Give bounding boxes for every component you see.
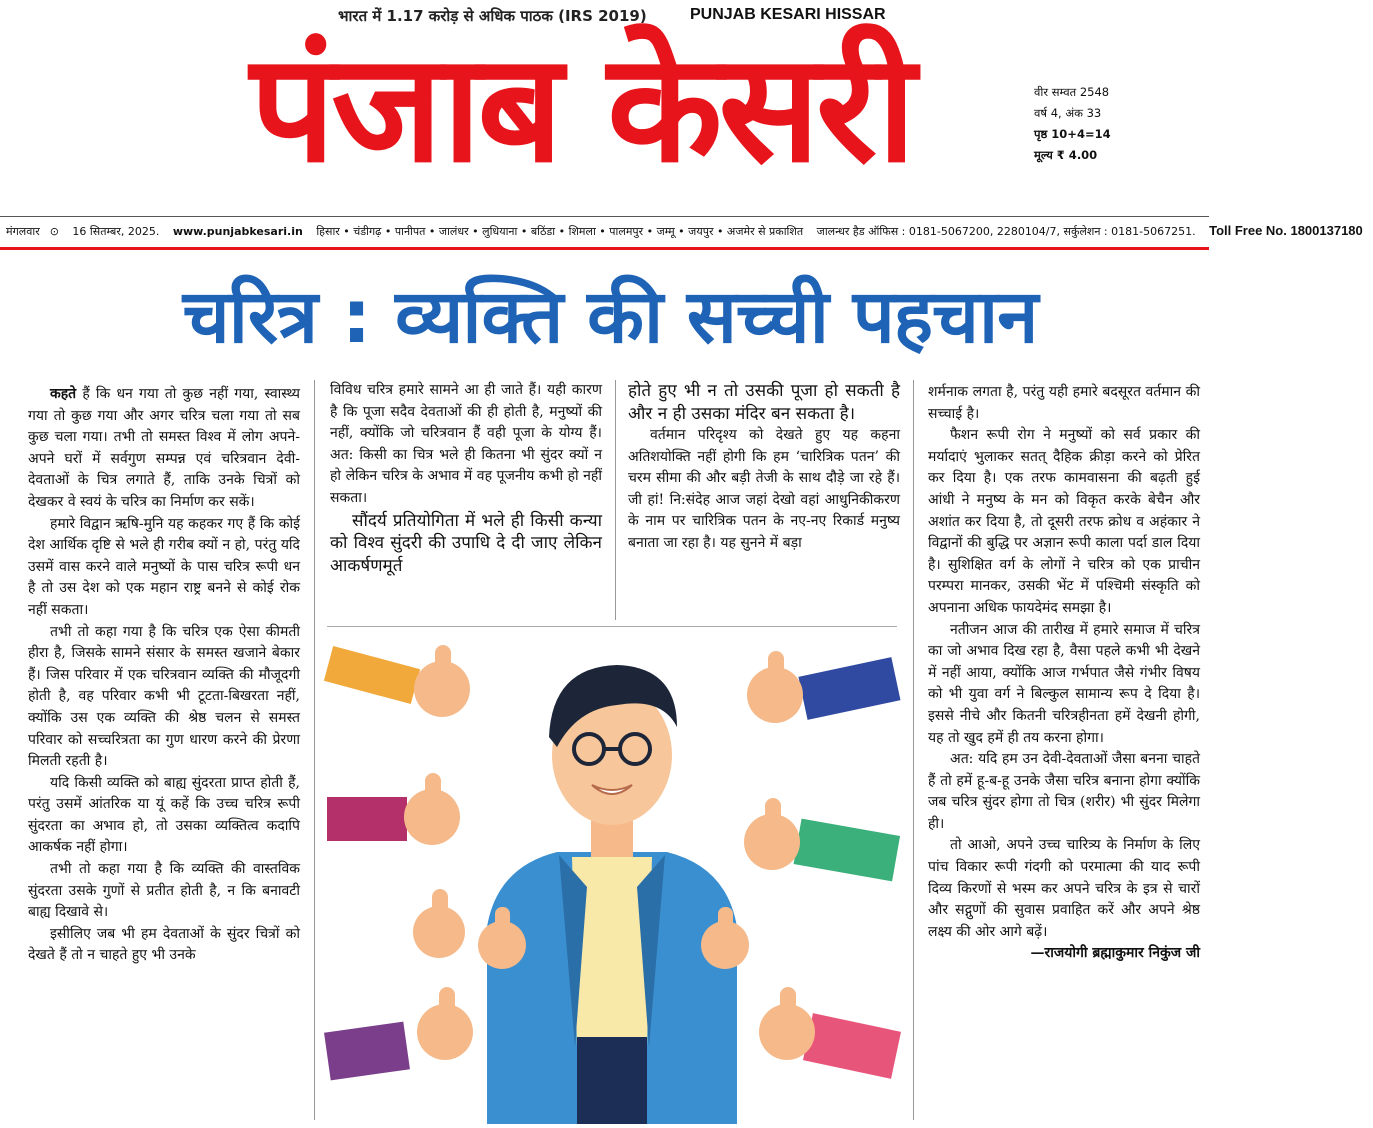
byline: —राजयोगी ब्रह्माकुमार निकुंज जी — [1030, 945, 1200, 962]
paragraph: नतीजन आज की तारीख में हमारे समाज में चरित्र का जो अभाव दिख रहा है, वैसा पहले कभी भी देखने में नहीं आया, क्योंकि आज गर्भपात जैसे गंभीर विषय को भी युवा वर्ग ने बिल्कुल सामान्य रूप दे दिया है। इससे नीचे और कितनी चरित्रहीनता हमें देखनी होगी, यह तो खुद हमें ही तय करना होगा। — [928, 621, 1200, 746]
price: मूल्य ₹ 4.00 — [1034, 148, 1098, 162]
paragraph: विविध चरित्र हमारे सामने आ ही जाते हैं। यही कारण है कि पूजा सदैव देवताओं की ही होती है, मनुष्यों की नहीं, क्योंकि जो चरित्रवान हैं वही पूजा के योग्य हैं। अत: किसी का चित्र भले ही कितना भी सुंदर क्यों न हो लेकिन चरित्र के अभाव में वह पूजनीय कभी हो नहीं सकता। — [330, 382, 602, 506]
dateline-bar — [0, 216, 1363, 250]
lead-word: कहते — [50, 386, 77, 402]
paragraph: सौंदर्य प्रतियोगिता में भले ही किसी कन्या को विश्व सुंदरी की उपाधि दे दी जाए लेकिन आकर्षणमूर्त — [330, 510, 602, 576]
thumbs-up-illustration — [327, 626, 897, 1124]
issue-number: वर्ष 4, अंक 33 — [1034, 106, 1102, 120]
paragraph: तभी तो कहा गया है कि चरित्र एक ऐसा कीमती हीरा है, जिसके सामने संसार के समस्त खजाने बेकार हैं। जिस परिवार में एक चरित्रवान व्यक्ति की मौजूदगी होती है, वह परिवार कभी भी टूटता-बिखरता नहीं, क्योंकि उस एक व्यक्ति की श्रेष्ठ चलन से समस्त परिवार को सच्चरित्रता का गुण धारण करने की प्रेरणा मिलती रहती है। — [28, 623, 300, 770]
newspaper-logo: पंजाब केसरी — [250, 22, 913, 196]
website-link[interactable]: www.punjabkesari.in — [172, 225, 303, 238]
date-text: 16 सितम्बर, 2025. — [72, 225, 160, 238]
article-column-1 — [28, 384, 300, 967]
smiling-man-figure — [478, 665, 749, 1124]
column-divider — [314, 380, 315, 1120]
paragraph: हमारे विद्वान ऋषि-मुनि यह कहकर गए हैं कि कोई देश आर्थिक दृष्टि से भले ही गरीब क्यों न हो, परंतु यदि उसमें वास करने वाले मनुष्यों के पास चरित्र रूपी धन है तो उस देश को एक महान राष्ट्र बनने से कोई रोक नहीं सकता। — [28, 515, 300, 618]
clock-icon: ⊙ — [49, 225, 59, 238]
paragraph: वर्तमान परिदृश्य को देखते हुए यह कहना अतिशयोक्ति नहीं होगी कि हम ‘चारित्रिक पतन’ की चरम सीमा की और बड़ी तेजी के साथ दौड़े जा रहे हैं। जी हां! नि:संदेह आज जहां देखो वहां आधुनिकीकरण के नाम पर चारित्रिक पतन के नए-नए रिकार्ड मनुष्य बनाता जा रहा है। यह सुनने में बड़ा — [628, 427, 900, 551]
paragraph: तो आओ, अपने उच्च चारित्र्य के निर्माण के लिए पांच विकार रूपी गंदगी को परमात्मा की याद रूपी दिव्य किरणों से भस्म कर अपने चरित्र के इत्र से चारों और सद्गुणों की सुवास प्रवाहित करें और अपने श्रेष्ठ लक्ष्य की ओर आगे बढ़ें। — [928, 837, 1200, 940]
paragraph: तभी तो कहा गया है कि व्यक्ति की वास्तविक सुंदरता उसके गुणों से प्रतीत होती है, न कि बनावटी बाह्य दिखावे से। — [28, 861, 300, 921]
article-column-3 — [628, 380, 900, 555]
thumbs-up-hand-right-1 — [747, 651, 900, 723]
column-divider — [913, 380, 914, 1120]
thumbs-up-hand-left-2 — [327, 773, 460, 845]
toll-free-number: Toll Free No. 1800137180 — [1209, 223, 1363, 238]
cities-text: हिसार • चंडीगढ़ • पानीपत • जालंधर • लुधियाना • बठिंडा • शिमला • पालमपुर • जम्मू • जयपुर • अजमेर से प्रकाशित — [316, 225, 804, 238]
paragraph: अत: यदि हम उन देवी-देवताओं जैसा बनना चाहते हैं तो हमें हू-ब-हू उनके जैसा चरित्र बनाना होगा क्योंकि जब चरित्र सुंदर होगा तो चित्र (शरीर) भी सुंदर मिलेगा ही। — [928, 751, 1200, 832]
paragraph: फैशन रूपी रोग ने मनुष्यों को सर्व प्रकार की मर्यादाएं भुलाकर सतत् दैहिक क्रीड़ा करने को प्रेरित कर दिया है। एक तरफ कामवासना की बढ़ती हुई आंधी ने मनुष्य के मन को विकृत करके बेचैन और अशांत कर दिया है, तो दूसरी तरफ क्रोध व अहंकार ने विद्वानों की बुद्धि पर अज्ञान रूपी काला पर्दा डाल दिया है। सुशिक्षित वर्ग के लोगों ने चरित्र को एक प्राचीन परम्परा मानकर, उसकी भेंट में पश्चिमी संस्कृति को अपनाना अधिक फायदेमंद समझा है। — [928, 427, 1200, 616]
illustration-svg — [327, 627, 897, 1124]
article-column-2 — [330, 380, 602, 577]
article-headline: चरित्र : व्यक्ति की सच्ची पहचान — [182, 274, 1038, 360]
paragraph: हैं कि धन गया तो कुछ नहीं गया, स्वास्थ्य गया तो कुछ गया और अगर चरित्र चला गया तो सब कुछ चला गया। तभी तो समस्त विश्व में लोग अपने-अपने घरों में सर्वगुण सम्पन्न एवं चरित्रवान देवी-देवताओं के चित्र लगाते हैं, ताकि उनके चित्रों को देखकर वे स्वयं के चरित्र का निर्माण कर सकें। — [28, 386, 300, 510]
article-column-4 — [928, 382, 1200, 965]
column-divider — [615, 380, 616, 620]
paragraph: होते हुए भी न तो उसकी पूजा हो सकती है और न ही उसका मंदिर बन सकता है। — [628, 381, 900, 424]
day-text: मंगलवार — [6, 225, 40, 238]
readership-line: भारत में 1.17 करोड़ से अधिक पाठक (IRS 2019) — [338, 7, 647, 25]
issue-info-box — [1034, 82, 1174, 166]
samvat-text: वीर सम्वत 2548 — [1034, 85, 1110, 99]
thumbs-up-hand-right-2 — [744, 798, 900, 881]
paragraph: शर्मनाक लगता है, परंतु यही हमारे बदसूरत वर्तमान की सच्चाई है। — [928, 384, 1200, 422]
paragraph: इसीलिए जब भी हम देवताओं के सुंदर चित्रों को देखते हैं तो न चाहते हुए भी उनके — [28, 925, 300, 964]
paragraph: यदि किसी व्यक्ति को बाह्य सुंदरता प्राप्त होती हैं, परंतु उसमें आंतरिक या यूं कहें कि उच्च चरित्र रूपी सुंदरता का अभाव हो, तो उसका व्यक्तित्व कदापि आकर्षक नहीं होगा। — [28, 774, 300, 856]
edition-name: PUNJAB KESARI HISSAR — [690, 6, 886, 23]
thumbs-up-hand-left-4 — [324, 987, 473, 1080]
thumbs-up-hand-right-3 — [759, 987, 901, 1079]
thumbs-up-hand-left-3 — [413, 889, 465, 958]
office-phones: जालन्धर हैड ऑफिस : 0181-5067200, 2280104/7, सर्कुलेशन : 0181-5067251. — [816, 225, 1196, 238]
thumbs-up-hand-left-1 — [324, 645, 470, 717]
page-count: पृष्ठ 10+4=14 — [1034, 127, 1111, 141]
masthead — [0, 0, 1209, 215]
